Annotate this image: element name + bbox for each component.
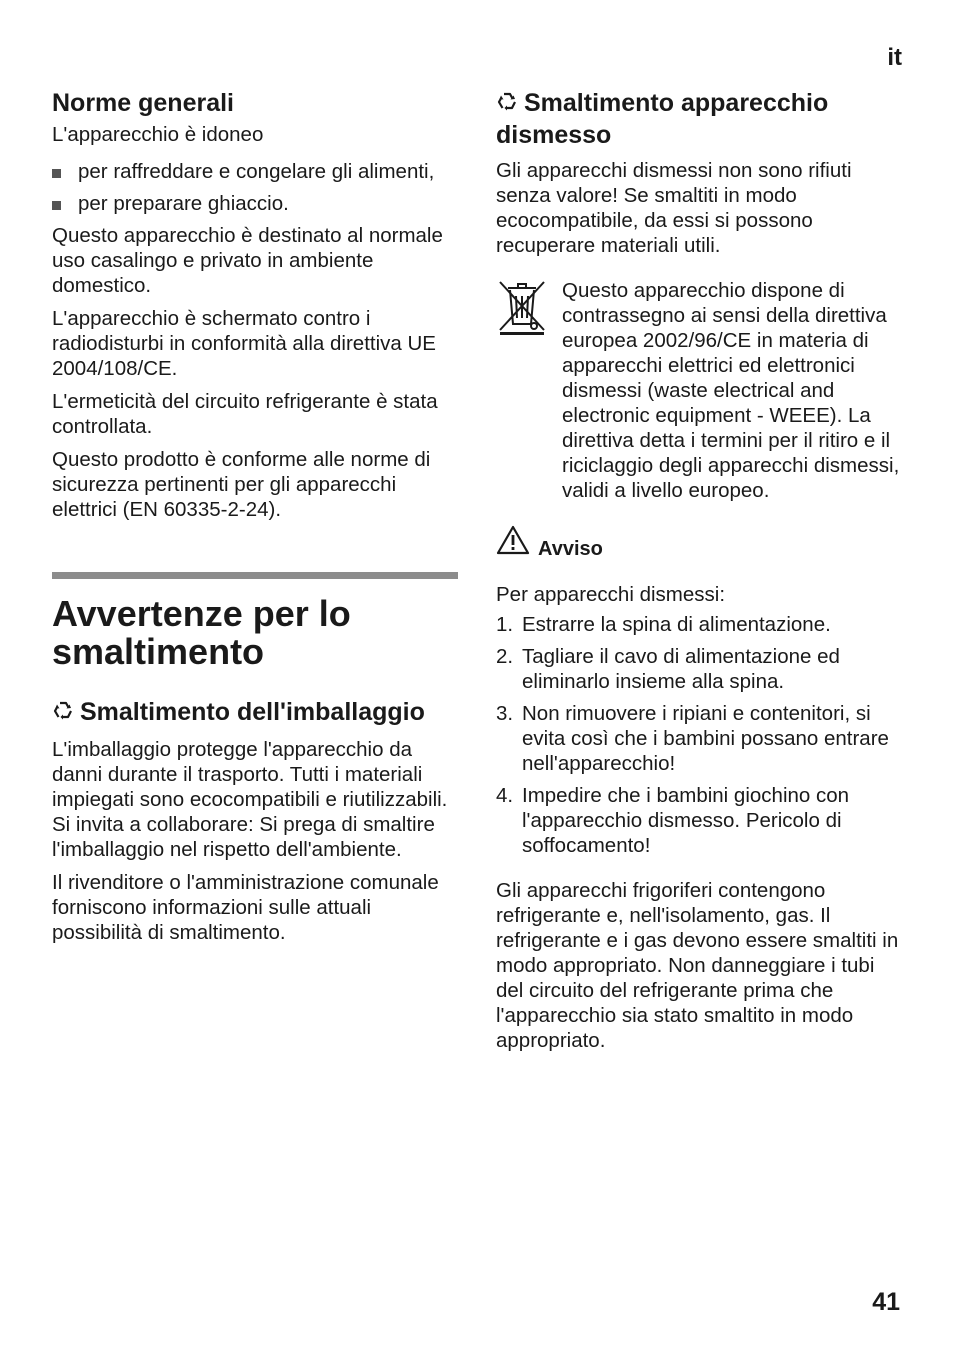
section-title-apparecchio-dismesso [496, 88, 906, 150]
paragraph: L'apparecchio è schermato contro i radiodisturbi in conformità alla direttiva UE 2004/108/CE. [52, 307, 436, 380]
chapter-divider [52, 572, 458, 579]
paragraph: L'ermeticità del circuito refrigerante è stata controllata. [52, 390, 438, 438]
list-item [496, 644, 906, 694]
intro-text: L'apparecchio è idoneo [52, 123, 264, 146]
recycle-icon [52, 699, 74, 729]
step-text: Tagliare il cavo di alimentazione ed eliminarlo insieme alla spina. [522, 645, 840, 693]
paragraph: Gli apparecchi frigoriferi contengono refrigerante e, nell'isolamento, gas. Il refrigerante e i gas devono essere smaltiti in modo appropriato. Non danneggiare i tubi del circuito del refrigerante prima che l'apparecchio sia stato smaltito in modo appropriato. [496, 879, 899, 1052]
recycle-icon [496, 90, 518, 120]
crossed-out-wheelie-bin-icon [496, 278, 548, 503]
warning-label: Avviso [538, 538, 603, 560]
paragraph: Per apparecchi dismessi: [496, 583, 726, 606]
warning-triangle-icon [496, 525, 530, 560]
paragraph: Il rivenditore o l'amministrazione comunale forniscono informazioni sulle attuali possibilità di smaltimento. [52, 871, 439, 944]
weee-text: Questo apparecchio dispone di contrassegno ai sensi della direttiva europea 2002/96/CE in materia di apparecchi elettrici ed elettronici dismessi (waste electrical and electronic equipment - WEEE). La direttiva detta i termini per il ritiro e il riciclaggio degli apparecchi dismessi, validi a livello europeo. [562, 279, 900, 502]
disposal-steps-list [496, 612, 906, 858]
paragraph: Questo apparecchio è destinato al normale uso casalingo e privato in ambiente domestico. [52, 224, 443, 297]
section-title-norme-generali: Norme generali [52, 89, 235, 117]
weee-notice [496, 278, 906, 503]
paragraph: L'imballaggio protegge l'apparecchio da danni durante il trasporto. Tutti i materiali impiegati sono ecocompatibili e riutilizzabili. Si invita a collaborare: Si prega di smaltire l'imballaggio nel rispetto dell'ambiente. [52, 738, 448, 861]
list-item [496, 783, 906, 858]
page-number: 41 [872, 1288, 900, 1316]
paragraph: Gli apparecchi dismessi non sono rifiuti senza valore! Se smaltiti in modo ecocompatibile, da essi si possono recuperare materiali utili. [496, 159, 852, 257]
step-number: 3. [496, 702, 514, 725]
paragraph: Questo prodotto è conforme alle norme di sicurezza pertinenti per gli apparecchi elettrici (EN 60335-2-24). [52, 448, 431, 521]
step-number: 1. [496, 613, 514, 636]
step-text: Impedire che i bambini giochino con l'apparecchio dismesso. Pericolo di soffocamento! [522, 784, 850, 857]
section-title-text: Smaltimento dell'imballaggio [80, 698, 425, 726]
step-number: 2. [496, 645, 514, 668]
section-title-imballaggio [52, 697, 458, 729]
list-item: per preparare ghiaccio. [52, 191, 458, 216]
language-marker: it [887, 44, 902, 71]
list-item: per raffreddare e congelare gli alimenti, [52, 159, 458, 184]
chapter-title: Avvertenze per lo smaltimento [52, 593, 351, 672]
section-title-text: Smaltimento apparecchio dismesso [496, 89, 829, 149]
warning-header [496, 525, 906, 560]
list-item [496, 701, 906, 776]
usage-bullet-list [52, 159, 458, 216]
left-column [52, 88, 458, 945]
step-number: 4. [496, 784, 514, 807]
step-text: Estrarre la spina di alimentazione. [522, 613, 831, 636]
step-text: Non rimuovere i ripiani e contenitori, si evita così che i bambini possano entrare nell'apparecchio! [522, 702, 889, 775]
right-column [496, 88, 906, 1053]
list-item [496, 612, 906, 637]
